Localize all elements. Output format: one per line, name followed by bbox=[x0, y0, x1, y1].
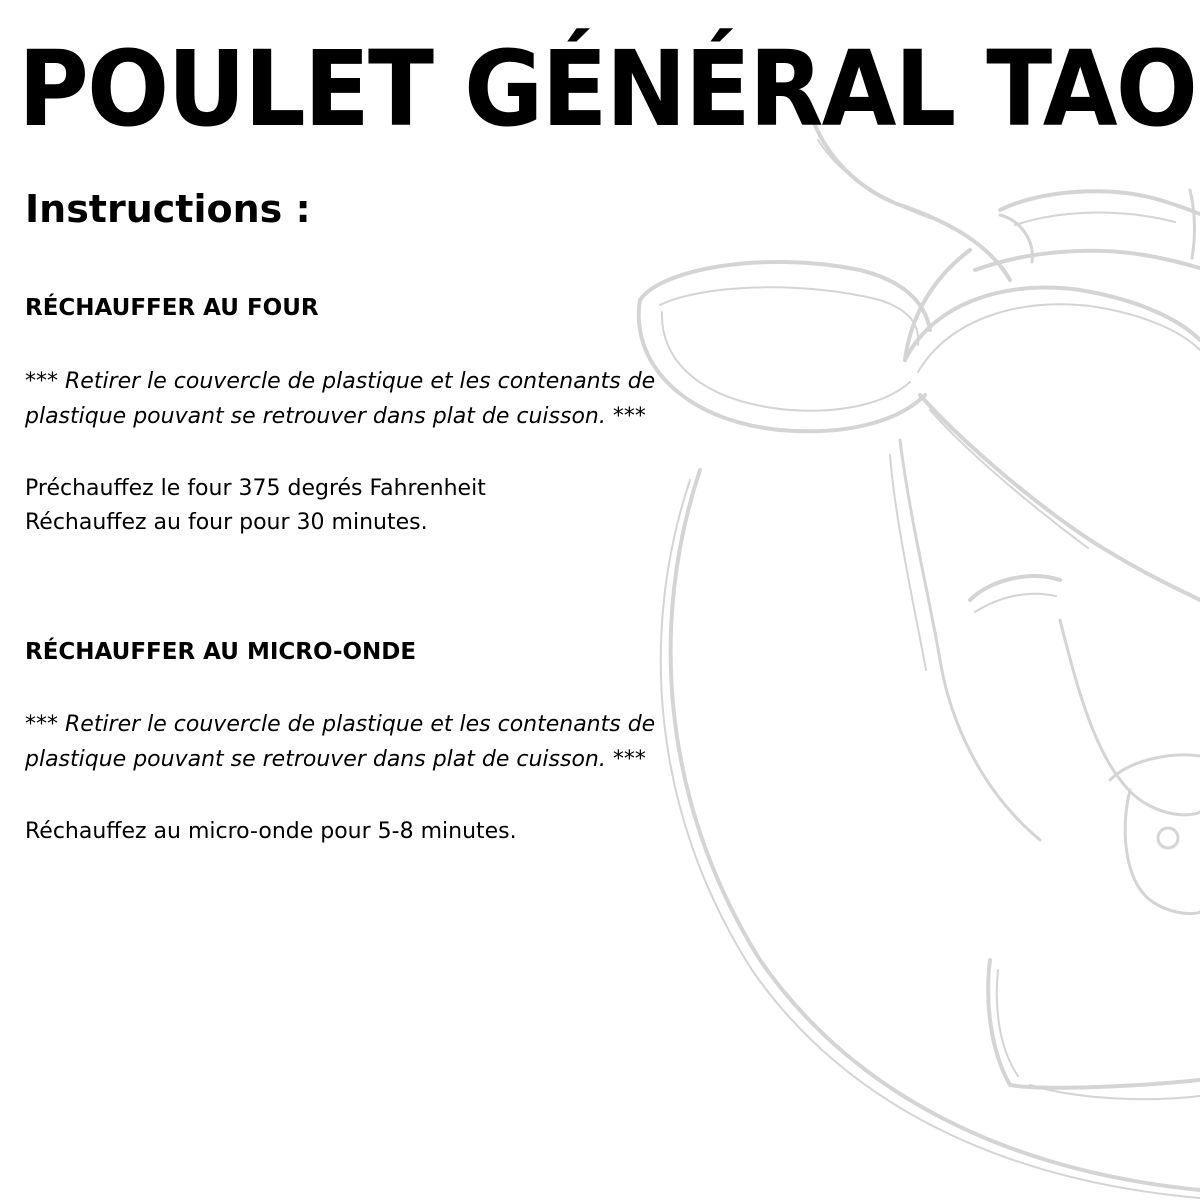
step-line: Réchauffez au micro-onde pour 5-8 minutes. bbox=[25, 819, 517, 844]
warning-line: *** Retirer le couvercle de plastique et les contenants de bbox=[25, 712, 656, 737]
step-line: Réchauffez au four pour 30 minutes. bbox=[25, 510, 428, 535]
page-title: POULET GÉNÉRAL TAO bbox=[18, 28, 1197, 150]
oven-warning bbox=[25, 364, 655, 434]
step-line: Préchauffez le four 375 degrés Fahrenheit bbox=[25, 476, 486, 501]
warning-line: *** Retirer le couvercle de plastique et les contenants de bbox=[25, 369, 656, 394]
section-heading-microwave: RÉCHAUFFER AU MICRO-ONDE bbox=[25, 639, 417, 665]
microwave-steps bbox=[25, 815, 517, 849]
instructions-subtitle: Instructions : bbox=[25, 187, 311, 231]
warning-line: plastique pouvant se retrouver dans plat de cuisson. *** bbox=[25, 404, 646, 429]
microwave-warning bbox=[25, 707, 655, 777]
warning-line: plastique pouvant se retrouver dans plat de cuisson. *** bbox=[25, 747, 646, 772]
oven-steps bbox=[25, 472, 486, 540]
section-heading-oven: RÉCHAUFFER AU FOUR bbox=[25, 295, 319, 321]
